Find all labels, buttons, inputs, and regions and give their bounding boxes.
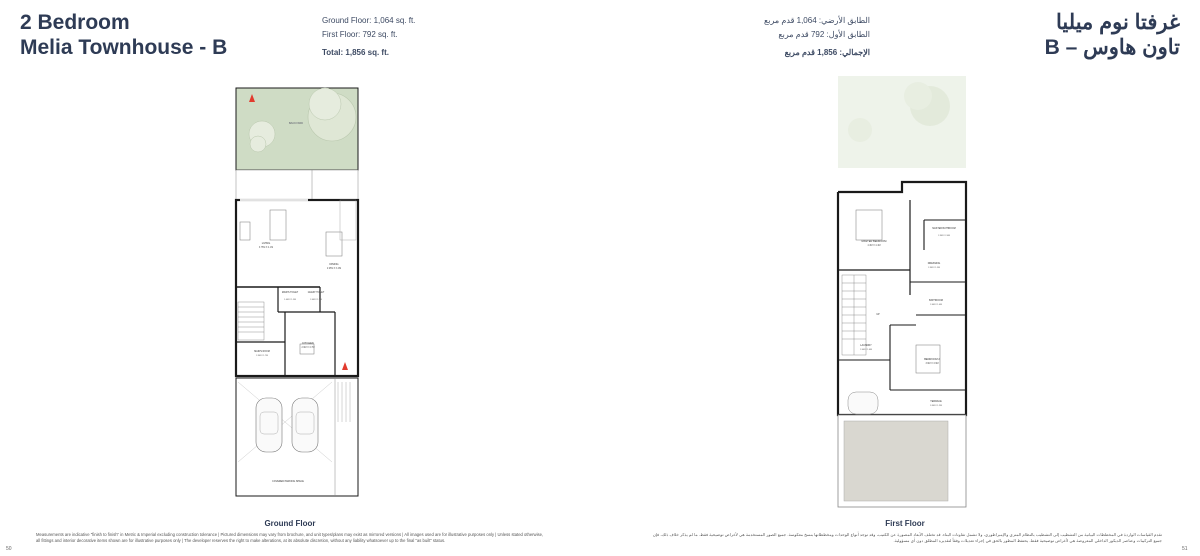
garage-roof-paving [844,421,948,501]
first-floor-caption: First Floor [885,519,925,528]
bedroom-2-label: BEDROOM 2 [924,358,940,361]
dining-dim: 2.95M X 3.0M [326,268,342,270]
up-label: UP [876,313,880,316]
first-floor-outer-wall [838,182,966,415]
guest-toilet-dim: 2.0M X 1.5M [310,299,322,301]
ground-floor-area: Ground Floor: 1,064 sq. ft. [322,16,416,25]
first-floor-area-ar: الطابق الأول: 792 قدم مربع [778,30,870,39]
house-outer-wall [236,200,358,376]
kitchen-dim: 2.9M X 3.7M [301,347,315,349]
ground-floor-plan [230,82,365,512]
page-number-right: 51 [1182,546,1188,552]
kitchen-label: KITCHEN [302,342,314,345]
title-ar-line-2: تاون هاوس – B [1044,36,1180,59]
maids-toilet-dim: 1.0M X 1.5M [284,299,296,301]
tree-small-2 [250,136,266,152]
laundry-dim: 2.0M X 1.6M [860,349,872,351]
tree-faded-overlap [904,82,932,110]
terrace-bottom-label: TERRACE [930,400,942,403]
guest-toilet-label: GUEST TOILET [307,292,325,294]
backyard-label: BACKYARD [288,122,304,125]
title-line-1: 2 Bedroom [20,11,130,34]
bathroom-label: BATHROOM [929,299,943,302]
master-bathroom-label: MASTER BATHROOM [932,228,956,230]
dressing-dim: 2.3M X 1.5M [928,267,940,269]
area-summary-en [322,14,415,60]
parking-label: COVERED PARKING SPACE [272,480,304,483]
first-floor-area: First Floor: 792 sq. ft. [322,30,398,39]
dining-label: DINING [329,263,339,266]
disclaimer-en: Measurements are indicative "finish to finish" in Metric & Imperial excluding construction tolerance | Pictured dimensions may vary from brochure, and unit types/plans may exist as mirrored versions | All images used are for illustrative purposes only | Unless stated otherwise, all fittings and interior decorative items shown are for illustrative purposes only | The developer reserves the right to make alterations, at its absolute discretion, without any liability whatsoever up to the final "as built" status. [36,532,544,543]
maids-room-dim: 2.3M X 1.7M [256,355,268,357]
laundry-label: LAUNDRY [860,344,872,347]
page-number-left: 50 [6,546,12,552]
title-ar-line-1: غرفتا نوم ميليا [1056,11,1180,34]
living-label: LIVING [261,242,271,245]
ground-floor-area-ar: الطابق الأرضي: 1,064 قدم مربع [764,16,870,25]
maids-toilet-label: MAID'S TOILET [281,292,299,294]
plan-title [20,10,227,60]
patio-zone [236,170,358,200]
plan-title-ar [1045,10,1180,60]
terrace-bottom-dim: 3.9M X 1.2M [930,405,942,407]
ground-floor-caption: Ground Floor [264,519,316,528]
bedroom-2-dim: 3.9M X 3.9M [925,363,939,365]
bathroom-dim: 2.4M X 1.4M [930,304,942,306]
area-summary-ar [764,14,870,60]
master-bedroom-dim: 4.3M X 4.4M [867,245,881,247]
disclaimer-ar: تقدم القياسات الواردة في المخططات البيانية من التشطيب إلى التشطيب بالنظام المتري والإمبراطوري، ولا تشمل تفاوتات البناء. قد تختلف الأبعاد المصورة عن الكتيب، وقد توجد أنواع الوحدات ومخططاتها بنسخ معكوسة. جميع الصور المستخدمة هي لأغراض توضيحية فقط. ما لم يذكر خلاف ذلك، فإن جميع التركيبات وعناصر الديكور الداخلي المعروضة هي لأغراض توضيحية فقط. يحتفظ المطور بالحق في إجراء تعديلات وفقاً لتقديره المطلق دون أي مسؤولية. [652,532,1162,543]
master-bedroom-label: MASTER BEDROOM [861,240,887,243]
dressing-label: DRESSING [927,262,941,265]
title-line-2: Melia Townhouse - B [20,36,228,59]
living-dim: 3.75M X 4.1M [258,247,274,249]
first-floor-plan [820,70,970,510]
total-area-ar: الإجمالي: 1,856 قدم مربع [784,48,870,57]
outdoor-seat [848,392,878,414]
total-area: Total: 1,856 sq. ft. [322,48,389,57]
maids-room-label: MAID'S ROOM [254,351,270,353]
tree-overlap [309,88,341,120]
master-bathroom-dim: 2.3M X 2.0M [938,235,950,237]
tree-faded-small [848,118,872,142]
